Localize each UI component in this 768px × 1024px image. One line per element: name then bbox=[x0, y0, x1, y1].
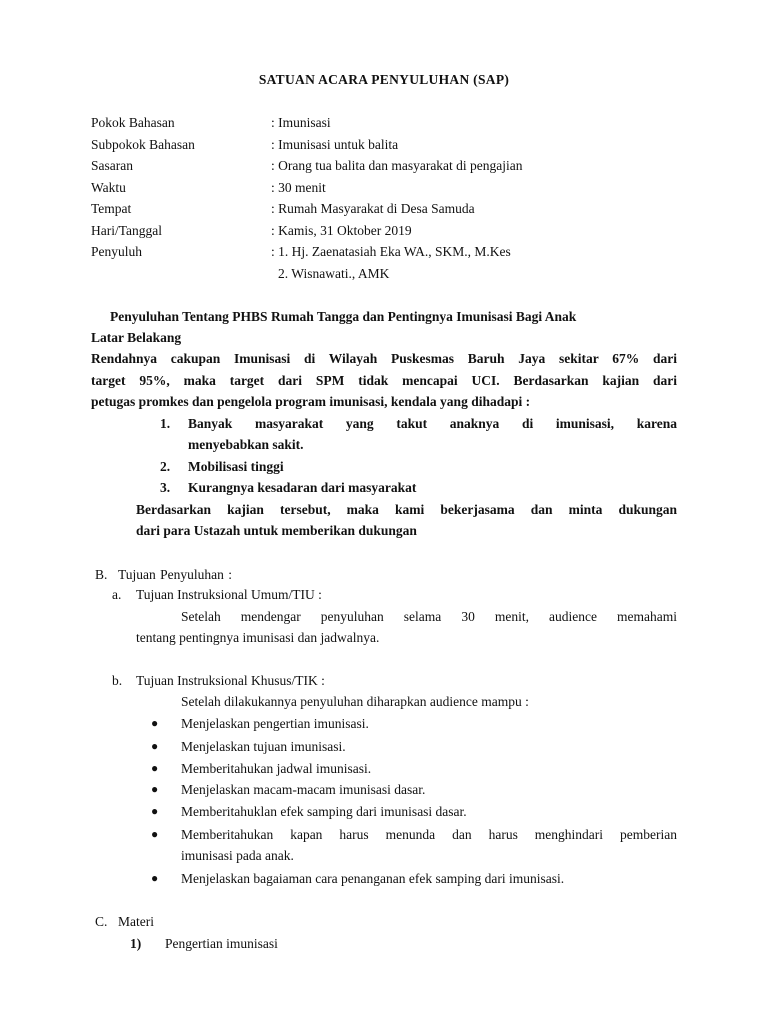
info-label: Tempat bbox=[91, 201, 132, 216]
tik-item: Memberitahuklan efek samping dari imunisasi dasar. bbox=[181, 804, 467, 819]
info-value: : Imunisasi untuk balita bbox=[271, 137, 399, 152]
tiu-text-cont: tentang pentingnya imunisasi dan jadwalnya. bbox=[136, 630, 380, 645]
tik-item: Menjelaskan pengertian imunisasi. bbox=[181, 716, 369, 731]
tiu-label: Tujuan Instruksional Umum/TIU : bbox=[136, 587, 322, 602]
list-item-cont: menyebabkan sakit. bbox=[188, 437, 304, 452]
tik-item: Menjelaskan tujuan imunisasi. bbox=[181, 739, 346, 754]
list-item: Mobilisasi tinggi bbox=[188, 459, 284, 474]
bullet-icon: ● bbox=[151, 827, 159, 841]
list-item: Kurangnya kesadaran dari masyarakat bbox=[188, 480, 417, 495]
info-label: Waktu bbox=[91, 180, 126, 195]
bullet-icon: ● bbox=[151, 716, 159, 730]
list-number: 1. bbox=[160, 416, 171, 431]
section-c-letter: C. bbox=[95, 914, 108, 929]
tik-label: Tujuan Instruksional Khusus/TIK : bbox=[136, 673, 325, 688]
info-value-penyuluh-2: 2. Wisnawati., AMK bbox=[278, 266, 390, 281]
bullet-icon: ● bbox=[151, 761, 159, 775]
section-heading: Penyuluhan Tentang PHBS Rumah Tangga dan Pentingnya Imunisasi Bagi Anak bbox=[110, 309, 577, 324]
bullet-icon: ● bbox=[151, 782, 159, 796]
latar-line: Rendahnya cakupan Imunisasi di Wilayah Puskesmas Baruh Jaya sekitar 67% dari bbox=[91, 351, 677, 366]
tik-item: Menjelaskan bagaiaman cara penanganan efek samping dari imunisasi. bbox=[181, 871, 565, 886]
info-value: : Orang tua balita dan masyarakat di pengajian bbox=[271, 158, 523, 173]
info-value: : Imunisasi bbox=[271, 115, 331, 130]
tiu-letter: a. bbox=[112, 587, 122, 602]
info-value: : 30 menit bbox=[271, 180, 326, 195]
materi-label: Pengertian imunisasi bbox=[165, 936, 278, 951]
list-number: 2. bbox=[160, 459, 171, 474]
info-label: Sasaran bbox=[91, 158, 133, 173]
info-label: Subpokok Bahasan bbox=[91, 137, 195, 152]
info-value: : 1. Hj. Zaenatasiah Eka WA., SKM., M.Kes bbox=[271, 244, 511, 259]
materi-number: 1) bbox=[130, 936, 142, 951]
info-value: : Kamis, 31 Oktober 2019 bbox=[271, 223, 412, 238]
section-c-label: Materi bbox=[118, 914, 154, 929]
latar-belakang-label: Latar Belakang bbox=[91, 330, 182, 345]
tik-intro: Setelah dilakukannya penyuluhan diharapkan audience mampu : bbox=[181, 694, 529, 709]
section-b-letter: B. bbox=[95, 567, 108, 582]
info-value: : Rumah Masyarakat di Desa Samuda bbox=[271, 201, 475, 216]
section-b-label: Tujuan Penyuluhan : bbox=[118, 567, 233, 582]
info-label: Pokok Bahasan bbox=[91, 115, 175, 130]
latar-line: petugas promkes dan pengelola program imunisasi, kendala yang dihadapi : bbox=[91, 394, 531, 409]
tik-item-cont: imunisasi pada anak. bbox=[181, 848, 294, 863]
info-label: Penyuluh bbox=[91, 244, 143, 259]
bullet-icon: ● bbox=[151, 739, 159, 753]
tik-item: Menjelaskan macam-macam imunisasi dasar. bbox=[181, 782, 426, 797]
bullet-icon: ● bbox=[151, 871, 159, 885]
list-number: 3. bbox=[160, 480, 171, 495]
page-title: SATUAN ACARA PENYULUHAN (SAP) bbox=[258, 72, 510, 87]
tik-item: Memberitahukan kapan harus menunda dan harus menghindari pemberian bbox=[181, 827, 677, 842]
kajian-line: Berdasarkan kajian tersebut, maka kami bekerjasama dan minta dukungan bbox=[136, 502, 677, 517]
tik-item: Memberitahukan jadwal imunisasi. bbox=[181, 761, 372, 776]
bullet-icon: ● bbox=[151, 804, 159, 818]
tiu-text: Setelah mendengar penyuluhan selama 30 menit, audience memahami bbox=[181, 609, 677, 624]
kajian-line: dari para Ustazah untuk memberikan dukungan bbox=[136, 523, 417, 538]
tik-letter: b. bbox=[112, 673, 123, 688]
list-item: Banyak masyarakat yang takut anaknya di imunisasi, karena bbox=[188, 416, 677, 431]
latar-line: target 95%, maka target dari SPM tidak mencapai UCI. Berdasarkan kajian dari bbox=[91, 373, 677, 388]
info-label: Hari/Tanggal bbox=[91, 223, 163, 238]
